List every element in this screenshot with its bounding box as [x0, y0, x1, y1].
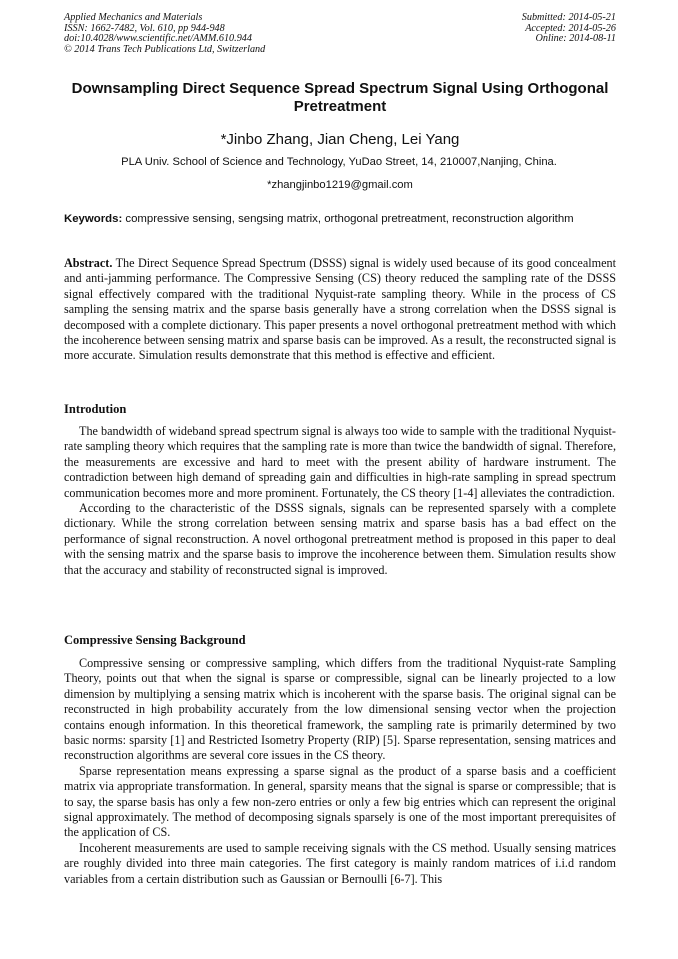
keywords-label: Keywords: [64, 213, 123, 225]
paper-title: Downsampling Direct Sequence Spread Spectrum Signal Using Orthogonal Pretreatment [71, 80, 609, 115]
journal-name: Applied Mechanics and Materials [64, 12, 203, 23]
journal-doi: doi:10.4028/www.scientific.net/AMM.610.944 [64, 33, 252, 45]
paragraph: According to the characteristic of the DSSS signals, signals can be represented sparsely with a complete dictionary. While the strong correlation between sensing matrix and sparse basis has a bad effect on the performance of signal reconstruction. A novel orthogonal pretreatment method is proposed in this paper to deal with the sensing matrix and the sparse basis to improve the incoherence between them. Simulation results show that the accuracy and stability of reconstructed signal is improved. [64, 501, 616, 577]
journal-issn: ISSN: 1662-7482, Vol. 610, pp 944-948 [64, 22, 225, 34]
section-heading-introduction: Introdution [64, 402, 127, 416]
abstract-label: Abstract. [64, 256, 113, 270]
paper-authors: *Jinbo Zhang, Jian Cheng, Lei Yang [220, 131, 460, 148]
date-accepted: Accepted: 2014-05-26 [525, 22, 616, 34]
paragraph: Compressive sensing or compressive sampling, which differs from the traditional Nyquist-rate Sampling Theory, points out that when the signal is sparse or compressible, signal can be linearly projected to a low dimension by multiplying a sensing matrix which is incoherent with the sparse basis. The original signal can be reconstructed in high probability accurately from the low dimensional sensing vector when the projection contains enough information. In this theoretical framework, the sampling rate is primarily determined by two basic norms: sparsity [1] and Restricted Isometry Property (RIP) [5]. Sparse representation, sensing matrices and reconstruction algorithms are several core issues in the CS theory. [64, 656, 616, 763]
abstract [64, 256, 616, 364]
paper-affiliation: PLA Univ. School of Science and Technology, YuDao Street, 14, 210007,Nanjing, China. [121, 156, 557, 168]
publication-dates [522, 13, 616, 45]
section-heading-cs-background: Compressive Sensing Background [64, 633, 246, 647]
keywords [64, 212, 616, 226]
paragraph: Incoherent measurements are used to sample receiving signals with the CS method. Usually sensing matrices are roughly divided into three main categories. The first category is mainly random matrices of i.i.d random variables from a certain distribution such as Gaussian or Bernoulli [6-7]. This [64, 840, 616, 886]
author-email: *zhangjinbo1219@gmail.com [267, 179, 413, 191]
journal-info [64, 13, 265, 55]
section-introduction [64, 424, 616, 578]
keywords-text: compressive sensing, sengsing matrix, orthogonal pretreatment, reconstruction algorithm [125, 213, 574, 225]
section-cs-background [64, 656, 616, 887]
paragraph: Sparse representation means expressing a sparse signal as the product of a sparse basis and a coefficient matrix via appropriate transformation. In general, sparsity means that the signal is sparse or compressible; that is to say, the sparse basis has only a few non-zero entries or only a few big entries which can represent the original signal approximately. The method of decomposing signals sparsely is one of the most important prerequisites of the application of CS. [64, 763, 616, 840]
journal-copyright: © 2014 Trans Tech Publications Ltd, Switzerland [64, 43, 266, 55]
date-online: Online: 2014-08-11 [535, 33, 616, 45]
paragraph: The bandwidth of wideband spread spectrum signal is always too wide to sample with the traditional Nyquist-rate sampling theory which requires that the sampling rate is more than twice the bandwidth of signal. Therefore, the measurements are excessive and hard to meet with the present ability of hardware instrument. The contradiction between high demand of spreading gain and difficulties in high-rate sampling in spread spectrum communication becomes more and more prominent. Fortunately, the CS theory [1-4] alleviates the contradiction. [64, 424, 616, 500]
date-submitted: Submitted: 2014-05-21 [521, 12, 616, 23]
abstract-text: The Direct Sequence Spread Spectrum (DSSS) signal is widely used because of its good concealment and anti-jamming performance. The Compressive Sensing (CS) theory reduced the sampling rate of the DSSS signal effectively compared with the traditional Nyquist-rate sampling theory. While in the process of CS sampling the sensing matrix and the sparse basis generally have a strong correlation when the DSSS signal is decomposed with a complete dictionary. This paper presents a novel orthogonal pretreatment method with which the incoherence between sensing matrix and sparse basis can be improved. As a result, the reconstructed signal is more accurate. Simulation results demonstrate that this method is effective and efficient. [64, 256, 617, 363]
